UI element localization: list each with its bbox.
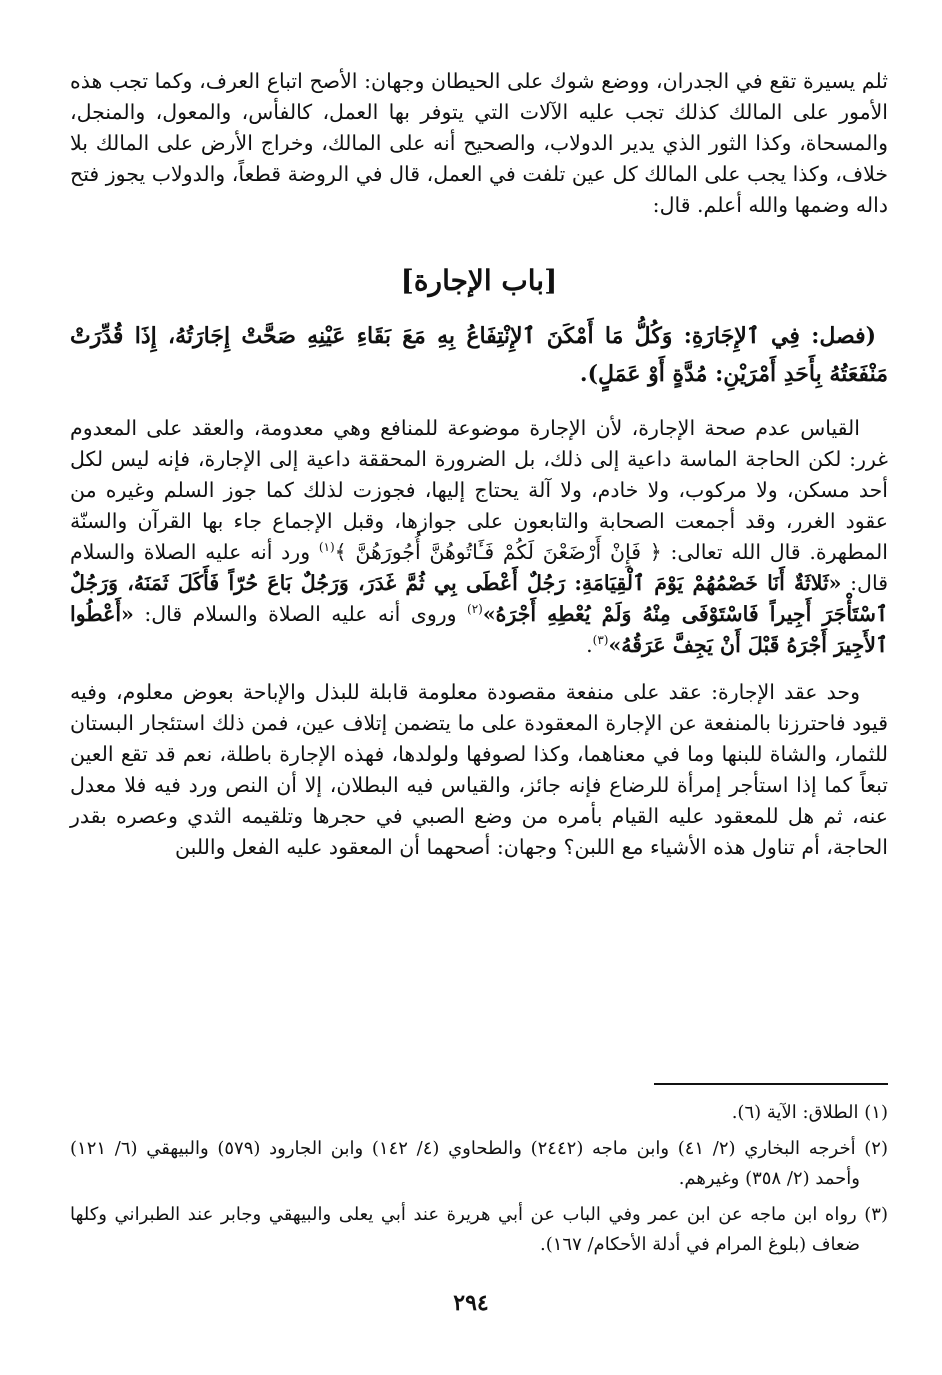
footnote-separator [654,1083,888,1085]
spacer [70,393,888,413]
footnote-1: (١) الطلاق: الآية (٦). [731,1102,888,1123]
footnotes [70,1098,888,1266]
commentary-text-b: ورد أنه عليه الصلاة والسلام قال: [70,540,888,595]
quran-verse: ﴿ فَإِنْ أَرْضَعْنَ لَكُمْ فَـَٔاتُوهُنَّ أُجُورَهُنَّ ﴾ [334,540,662,564]
definition-paragraph: وحد عقد الإجارة: عقد على منفعة مقصودة معلومة قابلة للبذل والإباحة بعوض معلوم، وفيه قيود فاحترزنا بالمنفعة عن الإجارة المعقودة على ما يتضمن إتلاف عين، فمن ذلك استئجار البستان للثمار، والشاة للبنها وما في معناهما، وكذا لصوفها ولولدها، فهذه الإجارة باطلة، نعم قد تقع العين تبعاً كما إذا استأجر إمرأة للرضاع فإنه جائز، والقياس فيه البطلان، إلا أن النص ورد فيه فلا معدل عنه، ثم هل للمعقود عليه القيام بأمره من وضع الصبي في حجرها وتلقيمه الثدي وعصره بقدر الحاجة، أم تناول هذه الأشياء مع اللبن؟ وجهان: أصحهما أن المعقود عليه الفعل واللبن [70,680,888,859]
hadith-quote-2: «أَعْطُوا ٱلأَجِيرَ أَجْرَهُ قَبْلَ أَنْ يَجِفَّ عَرَقُهُ» [70,602,888,657]
spacer [70,661,888,677]
commentary-text-c: وروى أنه عليه الصلاة والسلام قال: [144,602,457,626]
footnote-3: (٣) رواه ابن ماجه عن ابن عمر وفي الباب عن أبي هريرة عند أبي يعلى والبيهقي وجابر عند الطبراني وكلها ضعاف (بلوغ المرام في أدلة الأحكام/ ١٦٧). [70,1204,888,1255]
hadith-quote-1: «ثَلاثَةٌ أَنَا خَصْمُهُمْ يَوْمَ ٱلْقِيَامَةِ: رَجُلٌ أَعْطَى بِي ثُمَّ غَدَرَ، وَرَجُلٌ بَاعَ حُرّاً فَأَكَلَ ثَمَنَهُ، وَرَجُلٌ ٱسْتَأْجَرَ أَجِيراً فَاسْتَوْفَى مِنْهُ وَلَمْ يُعْطِهِ أَجْرَهُ» [70,571,888,626]
matn-text: (فصل: فِي ٱلإِجَارَةِ: وَكُلُّ مَا أَمْكَنَ ٱلإِنْتِفَاعُ بِهِ مَعَ بَقَاءِ عَيْنِهِ صَحَّتْ إِجَارَتُهُ، إِذَا قُدِّرَتْ مَنْفَعَتُهُ بِأَحَدِ أَمْرَيْنِ: مُدَّةٍ أَوْ عَمَلٍ). [70,323,888,387]
commentary-text-a: القياس عدم صحة الإجارة، لأن الإجارة موضوعة للمنافع وهي معدومة، والعقد على المعدوم غرر: لكن الحاجة الماسة داعية إلى ذلك، بل الضرورة المحققة داعية إلى الإجارة، فإنه ليس لكل أحد مسكن، ولا مركوب، ولا خادم، ولا آلة يحتاج إليها، فجوزت لذلك كما جوز السلم وغيره من عقود الغرر، وقد أجمعت الصحابة والتابعون على جوازها، وقبل الإجماع جاء بها القرآن والسنّة المطهرة. قال الله تعالى: [70,416,888,564]
footnote-ref-3: (٣) [592,633,609,648]
chapter-heading: [باب الإجارة] [400,264,558,297]
footnote-ref-2: (٢) [467,602,483,617]
intro-paragraph: ثلم يسيرة تقع في الجدران، ووضع شوك على الحيطان وجهان: الأصح اتباع العرف، وكما تجب هذه الأمور على المالك كذلك تجب عليه الآلات التي يتوفر بها العمل، كالفأس، والمعول، والمنجل، والمسحاة، وكذا الثور الذي يدير الدولاب، والصحيح أنه على المالك، وخراج الأرض على المالك بلا خلاف، وكذا يجب على المالك كل عين تلفت في العمل، قال في الروضة قطعاً، والدولاب يجوز فتح داله وضمها والله أعلم. قال: [70,69,888,217]
footnote-ref-1: (١) [318,540,335,555]
commentary-paragraph: القياس عدم صحة الإجارة، لأن الإجارة موضوعة للمنافع وهي معدومة، والعقد على المعدوم غرر: لكن الحاجة الماسة داعية إلى ذلك، بل الضرورة المحققة داعية إلى الإجارة، فإنه ليس لكل أحد مسكن، ولا مركوب، ولا خادم، ولا آلة يحتاج إليها، فجوزت لذلك كما جوز السلم وغيره من عقود الغرر، وقد أجمعت الصحابة والتابعون على جوازها، وقبل الإجماع جاء بها القرآن والسنّة المطهرة. قال الله تعالى: ﴿ فَإِنْ أَرْضَعْنَ لَكُمْ فَـَٔاتُوهُنَّ أُجُورَهُنَّ ﴾$^{(١)}$ ورد أنه عليه الصلاة والسلام قال: «ثَلاثَةٌ أَنَا خَصْمُهُمْ يَوْمَ ٱلْقِيَامَةِ: رَجُلٌ أَعْطَى بِي ثُمَّ غَدَرَ، وَرَجُلٌ بَاعَ حُرّاً فَأَكَلَ ثَمَنَهُ، وَرَجُلٌ ٱسْتَأْجَرَ أَجِيراً فَاسْتَوْفَى مِنْهُ وَلَمْ يُعْطِهِ أَجْرَهُ»$^{(٢)}$ وروى أنه عليه الصلاة والسلام قال: «أَعْطُوا ٱلأَجِيرَ أَجْرَهُ قَبْلَ أَنْ يَجِفَّ عَرَقُهُ»$^{(٣)}$. [70,416,888,657]
footnote-2: (٢) أخرجه البخاري (٢/ ٤١) وابن ماجه (٢٤٤٢) والطحاوي (٤/ ١٤٢) وابن الجارود (٥٧٩) والبيهقي (٦/ ١٢١) وأحمد (٢/ ٣٥٨) وغيرهم. [70,1138,888,1189]
page-number: ٢٩٤ [453,1290,489,1316]
page-body [70,66,888,863]
